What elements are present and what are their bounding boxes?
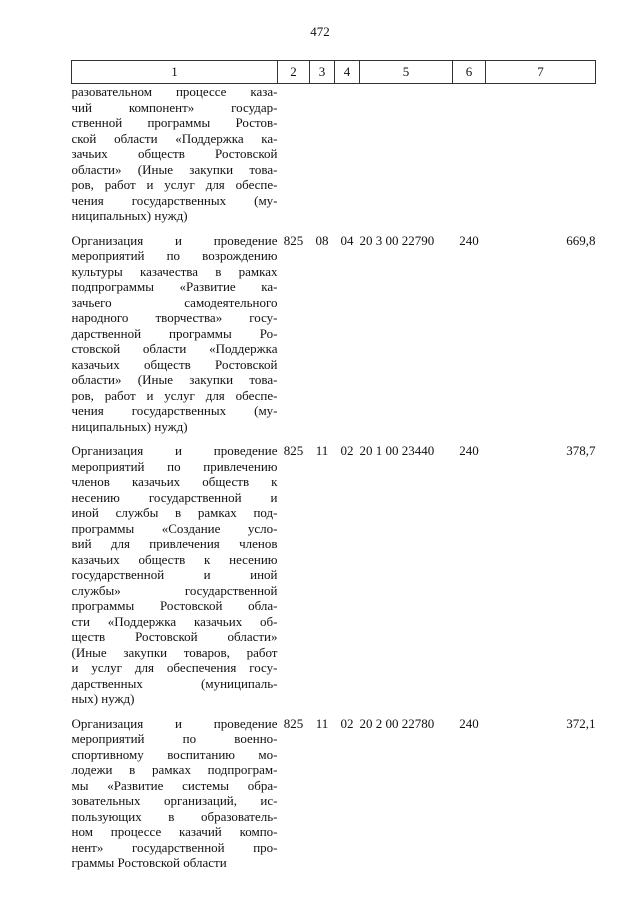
description-line: мероприятий по военно- <box>71 731 278 746</box>
subsection-code: 04 <box>340 232 354 248</box>
header-col-2: 2 <box>278 61 310 84</box>
description-line: чения государственных (му- <box>71 403 278 418</box>
subsection-code <box>335 84 360 224</box>
description-line: дарственной программы Ро- <box>71 325 278 341</box>
header-col-7: 7 <box>486 61 596 84</box>
description-line: иной службы в рамках под- <box>71 505 278 520</box>
description-line: Организация и проведение <box>71 715 278 731</box>
description-line: ров, работ и услуг для обеспе- <box>71 387 278 403</box>
amount-value <box>486 84 596 224</box>
description-line: вий для привлечения членов <box>71 536 278 551</box>
description-line: государственной и иной <box>71 567 278 582</box>
ministry-code: 825 <box>283 715 304 731</box>
description-line: мы «Развитие системы обра- <box>71 777 278 793</box>
row-description <box>72 84 278 224</box>
header-col-4: 4 <box>335 61 360 84</box>
description-line: пользующих в образователь- <box>71 808 278 824</box>
description-line: чения государственных (му- <box>71 192 278 208</box>
description-line: спортивному воспитанию мо- <box>71 746 278 762</box>
row-description <box>72 224 278 435</box>
description-line: зачьего самодеятельного <box>71 294 278 310</box>
amount-value: 372,1 <box>566 715 596 731</box>
table-row <box>72 224 596 435</box>
row-description <box>72 707 278 871</box>
page-number: 472 <box>310 24 330 39</box>
row-description <box>72 434 278 707</box>
description-line: лодежи в рамках подпрограм- <box>71 762 278 777</box>
expense-type-code: 240 <box>459 232 479 248</box>
description-line: ниципальных) нужд) <box>71 418 188 434</box>
target-article-code: 20 3 00 22790 <box>359 232 435 248</box>
description-line: области» (Иные закупки това- <box>71 372 278 387</box>
ministry-code: 825 <box>283 443 304 458</box>
expense-type-code: 240 <box>459 443 479 458</box>
description-line: нент» государственной про- <box>71 839 278 855</box>
description-line: казачьих обществ Ростовской <box>71 356 278 372</box>
description-line: и услуг для обеспечения госу- <box>71 660 278 675</box>
expense-type-code: 240 <box>459 715 479 731</box>
description-line: ществ Ростовской области» <box>71 629 278 644</box>
description-line: народного творчества» госу- <box>71 310 278 325</box>
description-line: программы «Создание усло- <box>71 520 278 536</box>
table-row <box>72 84 596 224</box>
section-code: 08 <box>315 232 329 248</box>
description-line: Организация и проведение <box>71 443 278 458</box>
description-line: Организация и проведение <box>71 232 278 248</box>
description-line: несению государственной и <box>71 489 278 505</box>
description-line: подпрограммы «Развитие ка- <box>71 279 278 294</box>
subsection-code: 02 <box>340 715 354 731</box>
description-line: дарственных (муниципаль- <box>71 675 278 691</box>
description-line: ской области «Поддержка ка- <box>71 130 278 146</box>
description-line: зовательных организаций, ис- <box>71 793 278 808</box>
header-col-1: 1 <box>72 61 278 84</box>
header-col-6: 6 <box>453 61 486 84</box>
header-col-3: 3 <box>310 61 335 84</box>
section-code: 11 <box>315 715 329 731</box>
header-col-5: 5 <box>360 61 453 84</box>
section-code <box>310 84 335 224</box>
description-line: (Иные закупки товаров, работ <box>71 644 278 660</box>
expense-type-code <box>453 84 486 224</box>
target-article-code: 20 1 00 23440 <box>359 443 435 458</box>
description-line: ниципальных) нужд) <box>71 208 188 223</box>
description-line: разовательном процессе каза- <box>71 84 278 99</box>
section-code: 11 <box>315 443 329 458</box>
amount-value: 378,7 <box>566 443 596 458</box>
description-line: стовской области «Поддержка <box>71 341 278 356</box>
table-body <box>72 84 596 871</box>
amount-value: 669,8 <box>566 232 596 248</box>
description-line: ных) нужд) <box>71 691 135 706</box>
ministry-code <box>278 84 310 224</box>
description-line: чий компонент» государ- <box>71 99 278 115</box>
subsection-code: 02 <box>340 443 354 458</box>
description-line: ном процессе казачий компо- <box>71 824 278 839</box>
description-line: мероприятий по возрождению <box>71 248 278 263</box>
table-row <box>72 707 596 871</box>
description-line: службы» государственной <box>71 582 278 598</box>
description-line: сти «Поддержка казачьих об- <box>71 613 278 629</box>
description-line: зачьих обществ Ростовской <box>71 146 278 161</box>
table-row <box>72 434 596 707</box>
description-line: мероприятий по привлечению <box>71 458 278 474</box>
budget-table <box>71 60 596 871</box>
description-line: ров, работ и услуг для обеспе- <box>71 177 278 192</box>
description-line: области» (Иные закупки това- <box>71 161 278 177</box>
description-line: граммы Ростовской области <box>71 855 227 870</box>
description-line: культуры казачества в рамках <box>71 263 278 279</box>
description-line: членов казачьих обществ к <box>71 474 278 489</box>
description-line: ственной программы Ростов- <box>71 115 278 130</box>
description-line: казачьих обществ к несению <box>71 551 278 567</box>
target-article-code: 20 2 00 22780 <box>359 715 435 731</box>
description-line: программы Ростовской обла- <box>71 598 278 613</box>
ministry-code: 825 <box>283 232 304 248</box>
target-article-code <box>360 84 453 224</box>
header-row <box>72 61 596 84</box>
